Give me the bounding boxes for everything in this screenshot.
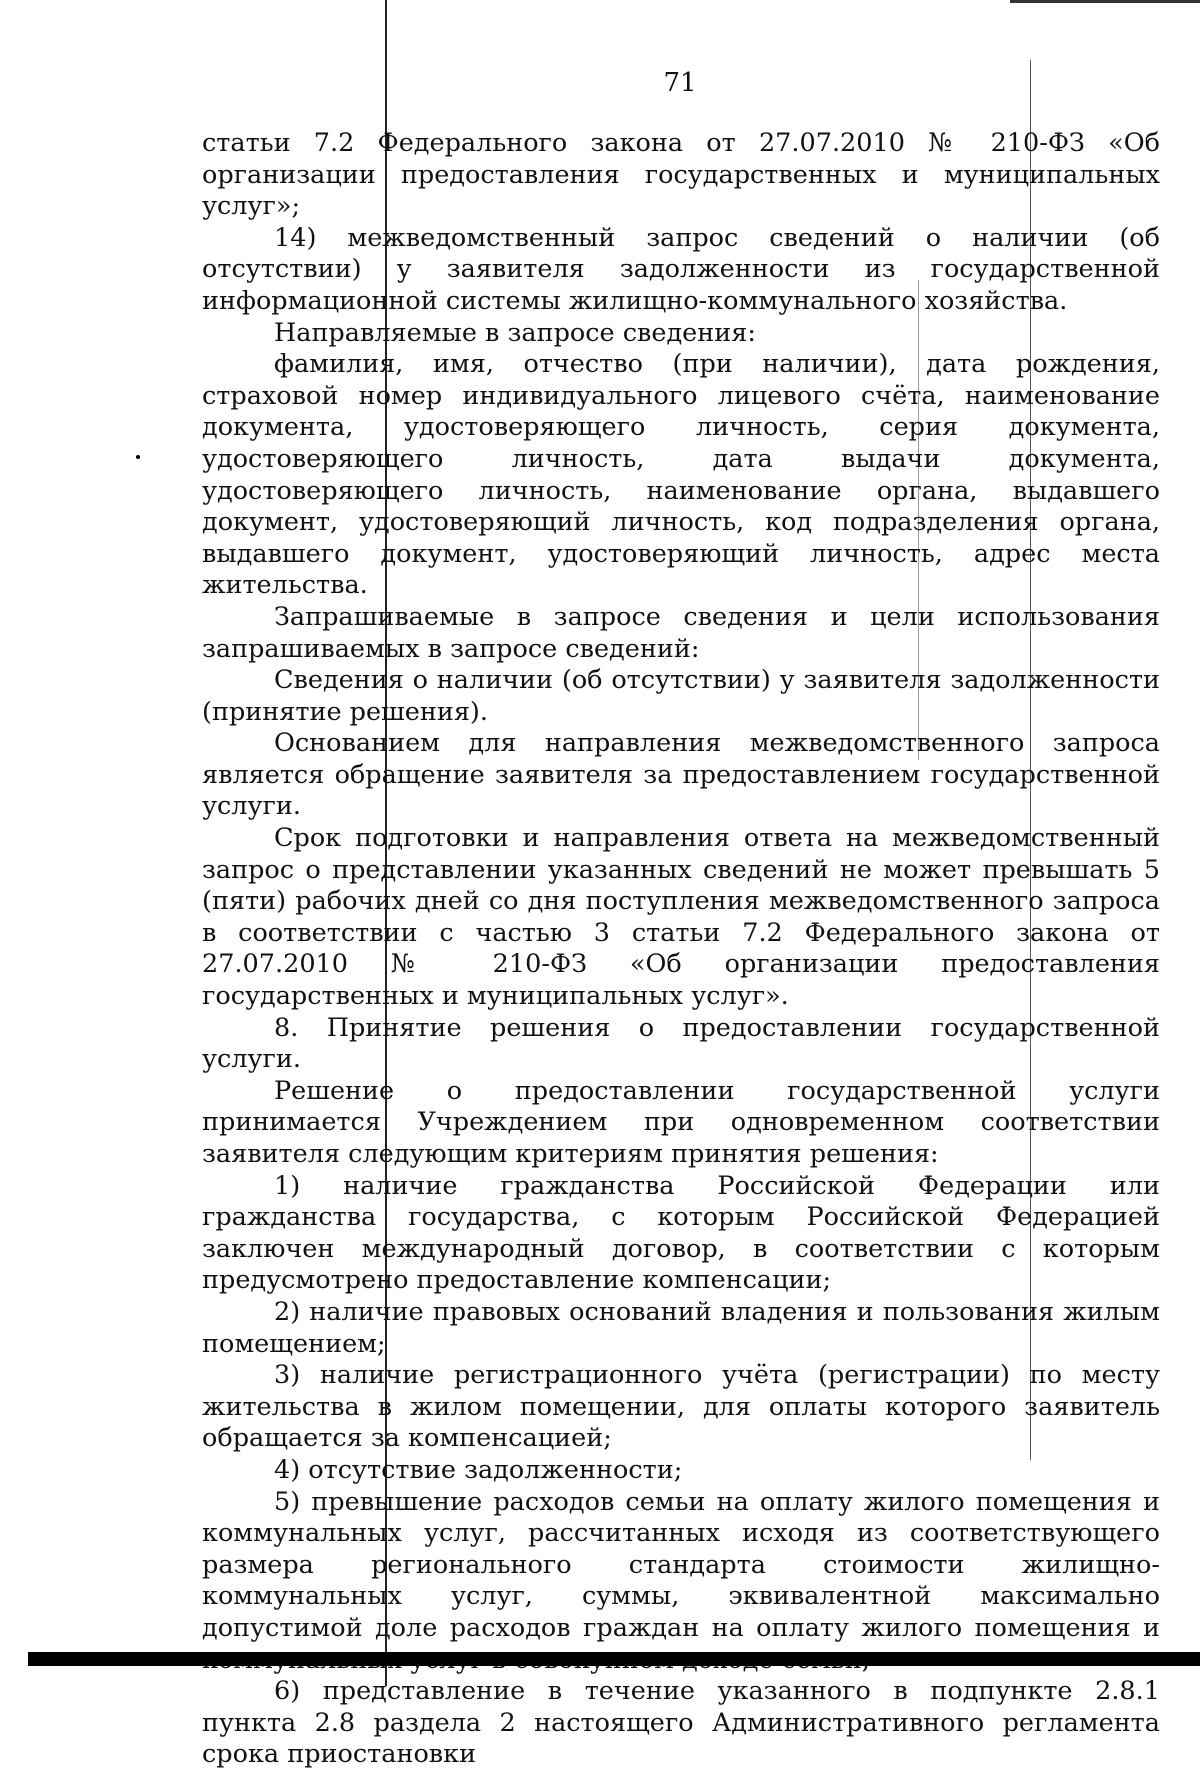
paragraph: Направляемые в запросе сведения:	[274, 317, 756, 348]
paragraph: 3) наличие регистрационного учёта (регистрации) по месту жительства в жилом помещении, для оплаты которого заявитель обращается за компенсацией;	[202, 1360, 1160, 1454]
scan-artifact-dot	[136, 455, 140, 459]
paragraph: 5) превышение расходов семьи на оплату жилого помещения и коммунальных услуг, рассчитанных исходя из соответствующего размера регионального стандарта стоимости жилищно-коммунальных услуг, суммы, эквивалентной максимально допустимой доле расходов граждан на оплату жилого помещения и	[202, 1486, 1160, 1643]
scan-artifact-bottom-bar	[28, 1652, 1200, 1666]
paragraph: Запрашиваемые в запросе сведения и цели использования запрашиваемых в запросе сведений:	[202, 601, 1160, 664]
paragraph: фамилия, имя, отчество (при наличии), дата рождения, страховой номер индивидуального лицевого счёта, наименование документа, удостоверяющего личность, серия документа, удостоверяющего личность, дата выдачи документа, удостоверяющего личность, наименование органа, выдавшего документ, удостоверяющий личность, код подразделения органа, выдавшего документ, удостоверяющий личность, адрес места жительства.	[202, 349, 1160, 601]
paragraph: 6) представление в течение указанного в подпункте 2.8.1 пункта 2.8 раздела 2 настоящего Административного регламента срока приостановки	[202, 1676, 1160, 1770]
paragraph: 14) межведомственный запрос сведений о наличии (об отсутствии) у заявителя задолженности из государственной информационной системы жилищно-коммунального хозяйства.	[202, 222, 1160, 316]
paragraph: 1) наличие гражданства Российской Федерации или гражданства государства, с которым Российской Федерацией заключен международный договор, в соответствии с которым предусмотрено предоставление компенсации;	[202, 1170, 1160, 1296]
paragraph: 4) отсутствие задолженности;	[274, 1454, 683, 1485]
page-number: 71	[663, 68, 697, 98]
paragraph: Основанием для направления межведомственного запроса является обращение заявителя за предоставлением государственной услуги.	[202, 728, 1160, 822]
paragraph: Сведения о наличии (об отсутствии) у заявителя задолженности (принятие решения).	[202, 665, 1160, 727]
paragraph: статьи 7.2 Федерального закона от 27.07.2010 № 210-ФЗ «Об организации предоставления государственных и муниципальных услуг»;	[202, 128, 1160, 222]
paragraph: 8. Принятие решения о предоставлении государственной услуги.	[202, 1012, 1160, 1075]
scan-artifact-top	[1010, 0, 1200, 3]
document-body	[202, 128, 1160, 1771]
paragraph: Решение о предоставлении государственной услуги принимается Учреждением при одновременном соответствии заявителя следующим критериям принятия решения:	[202, 1075, 1160, 1169]
paragraph: 2) наличие правовых оснований владения и пользования жилым помещением;	[202, 1296, 1160, 1359]
paragraph: Срок подготовки и направления ответа на межведомственный запрос о представлении указанных сведений не может превышать 5 (пяти) рабочих дней со дня поступления межведомственного запроса в соответствии с частью 3 статьи 7.2 Федерального закона от 27.07.2010 № 210-ФЗ «Об организации предоставления государственных и муниципальных услуг».	[202, 823, 1160, 1012]
